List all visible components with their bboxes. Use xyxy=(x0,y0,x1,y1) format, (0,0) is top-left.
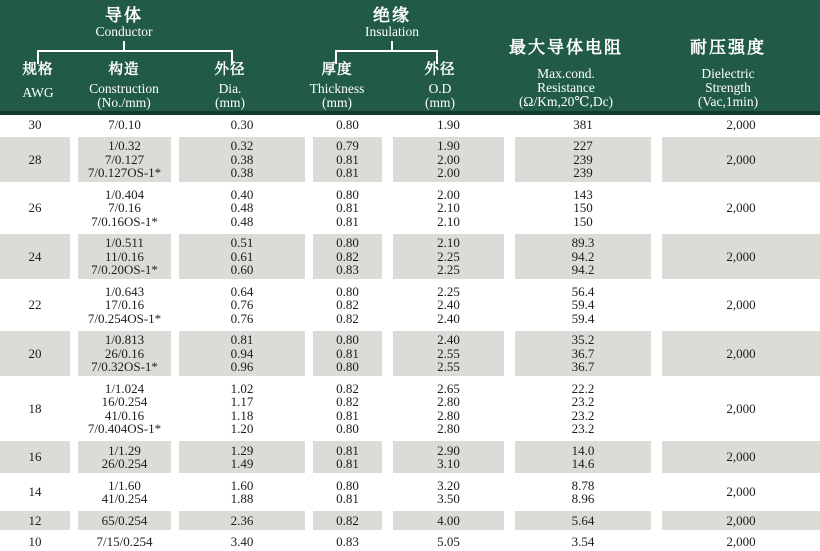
cell-od-value: 1.90 xyxy=(437,139,460,153)
cell-dia xyxy=(171,476,305,508)
cell-construction-value: 1/0.404 xyxy=(105,188,144,202)
cell-construction xyxy=(70,533,171,551)
cell-dia-value: 0.51 xyxy=(231,236,254,250)
cell-dia-value: 0.94 xyxy=(231,347,254,361)
table-row-awg-12 xyxy=(0,508,820,533)
cell-thickness-value: 0.82 xyxy=(336,298,359,312)
cell-thickness-value: 0.81 xyxy=(336,492,359,506)
cell-dielectric xyxy=(651,328,820,380)
cell-thickness xyxy=(305,438,382,476)
cell-dia-value: 0.64 xyxy=(231,285,254,299)
cell-resistance-value: 59.4 xyxy=(572,312,595,326)
cell-od-value: 2.10 xyxy=(437,236,460,250)
cell-resistance-value: 59.4 xyxy=(572,298,595,312)
cell-od-value: 2.65 xyxy=(437,382,460,396)
cell-od-value: 2.90 xyxy=(437,444,460,458)
cell-dia-value: 3.40 xyxy=(231,535,254,549)
group-conductor-en: Conductor xyxy=(96,25,153,39)
cell-construction-value: 7/0.16 xyxy=(108,201,141,215)
cell-od xyxy=(382,185,504,231)
cell-thickness-value: 0.81 xyxy=(336,444,359,458)
insulation-bracket-line xyxy=(335,50,438,52)
cell-thickness xyxy=(305,231,382,283)
cell-construction-value: 26/0.254 xyxy=(102,457,148,471)
cell-od-value: 2.55 xyxy=(437,360,460,374)
cell-thickness-value: 0.82 xyxy=(336,312,359,326)
cell-construction xyxy=(70,282,171,328)
cell-dielectric xyxy=(651,476,820,508)
colheader-dia-unit: (mm) xyxy=(215,96,246,110)
cell-awg-value: 14 xyxy=(29,485,42,499)
cell-construction-value: 7/0.127OS-1* xyxy=(88,166,161,180)
cell-construction xyxy=(70,185,171,231)
cell-dielectric-value: 2,000 xyxy=(726,535,755,549)
cell-od xyxy=(382,438,504,476)
group-conductor xyxy=(96,6,153,39)
cell-resistance-value: 35.2 xyxy=(572,333,595,347)
colheader-thickness-en: Thickness xyxy=(310,82,365,96)
cell-dia-value: 0.60 xyxy=(231,263,254,277)
cell-od xyxy=(382,476,504,508)
cell-resistance-value: 36.7 xyxy=(572,347,595,361)
cell-construction-value: 7/0.127 xyxy=(105,153,144,167)
cell-resistance-value: 56.4 xyxy=(572,285,595,299)
cell-od xyxy=(382,282,504,328)
cell-construction-value: 41/0.16 xyxy=(105,409,144,423)
cell-thickness-value: 0.80 xyxy=(336,285,359,299)
cell-resistance-value: 89.3 xyxy=(572,236,595,250)
cell-awg xyxy=(0,508,70,533)
cell-resistance-value: 3.54 xyxy=(572,535,595,549)
colheader-resistance-en1: Max.cond. xyxy=(509,67,623,81)
cell-od-value: 2.25 xyxy=(437,285,460,299)
cell-dielectric-value: 2,000 xyxy=(726,485,755,499)
cell-resistance-value: 23.2 xyxy=(572,422,595,436)
cell-od xyxy=(382,134,504,186)
colheader-dielectric xyxy=(690,38,766,109)
cell-od-value: 3.50 xyxy=(437,492,460,506)
cell-construction-value: 1/0.32 xyxy=(108,139,141,153)
cell-construction-value: 26/0.16 xyxy=(105,347,144,361)
cell-resistance-value: 143 xyxy=(573,188,593,202)
cell-od-value: 5.05 xyxy=(437,535,460,549)
cell-od-value: 2.10 xyxy=(437,201,460,215)
colheader-dielectric-en1: Dielectric xyxy=(690,67,766,81)
cell-resistance xyxy=(504,185,651,231)
table-row-awg-14 xyxy=(0,476,820,508)
cell-od xyxy=(382,115,504,134)
cell-dielectric xyxy=(651,438,820,476)
cell-resistance xyxy=(504,282,651,328)
cell-dia-value: 1.02 xyxy=(231,382,254,396)
cell-dielectric xyxy=(651,134,820,186)
cell-dia-value: 1.60 xyxy=(231,479,254,493)
cell-thickness xyxy=(305,379,382,438)
cell-dia-value: 0.48 xyxy=(231,201,254,215)
colheader-dia xyxy=(215,62,246,110)
table-row-awg-28 xyxy=(0,134,820,186)
cell-thickness xyxy=(305,185,382,231)
cell-dielectric-value: 2,000 xyxy=(726,298,755,312)
cell-thickness-value: 0.80 xyxy=(336,479,359,493)
cell-awg-value: 10 xyxy=(29,535,42,549)
cell-dia-value: 0.40 xyxy=(231,188,254,202)
cell-thickness-value: 0.81 xyxy=(336,166,359,180)
cell-awg-value: 20 xyxy=(29,347,42,361)
cell-dia-value: 0.32 xyxy=(231,139,254,153)
cell-od-value: 2.00 xyxy=(437,188,460,202)
cell-awg xyxy=(0,282,70,328)
table-row-awg-18 xyxy=(0,379,820,438)
cell-dielectric xyxy=(651,379,820,438)
group-insulation-en: Insulation xyxy=(365,25,419,39)
cell-od-value: 3.20 xyxy=(437,479,460,493)
cell-dia-value: 1.17 xyxy=(231,395,254,409)
cell-dielectric xyxy=(651,508,820,533)
colheader-construction xyxy=(89,62,159,110)
cell-awg-value: 18 xyxy=(29,402,42,416)
cell-resistance-value: 239 xyxy=(573,166,593,180)
cell-thickness-value: 0.80 xyxy=(336,236,359,250)
cell-dia xyxy=(171,379,305,438)
cell-resistance xyxy=(504,134,651,186)
cell-od-value: 1.90 xyxy=(437,118,460,132)
cell-construction-value: 11/0.16 xyxy=(105,250,144,264)
cell-dia xyxy=(171,328,305,380)
colheader-dielectric-zh: 耐压强度 xyxy=(690,38,766,57)
colheader-thickness-unit: (mm) xyxy=(310,96,365,110)
colheader-construction-en: Construction xyxy=(89,82,159,96)
cell-dielectric xyxy=(651,231,820,283)
cell-construction-value: 1/1.29 xyxy=(108,444,141,458)
cell-dia xyxy=(171,134,305,186)
colheader-construction-zh: 构造 xyxy=(89,62,159,79)
cell-awg xyxy=(0,533,70,551)
cell-resistance-value: 23.2 xyxy=(572,395,595,409)
cell-thickness-value: 0.81 xyxy=(336,215,359,229)
cell-dielectric-value: 2,000 xyxy=(726,118,755,132)
cell-dia-value: 0.38 xyxy=(231,153,254,167)
cell-awg xyxy=(0,328,70,380)
cell-awg xyxy=(0,115,70,134)
cell-construction xyxy=(70,438,171,476)
colheader-awg xyxy=(22,62,53,100)
cell-construction-value: 16/0.254 xyxy=(102,395,148,409)
cell-resistance-value: 23.2 xyxy=(572,409,595,423)
cell-resistance xyxy=(504,328,651,380)
cell-thickness-value: 0.80 xyxy=(336,188,359,202)
cell-resistance-value: 94.2 xyxy=(572,263,595,277)
cell-dia-value: 0.61 xyxy=(231,250,254,264)
cell-dia-value: 2.36 xyxy=(231,514,254,528)
cell-dia-value: 0.38 xyxy=(231,166,254,180)
cell-construction xyxy=(70,328,171,380)
cell-od xyxy=(382,231,504,283)
cell-dia xyxy=(171,115,305,134)
cell-resistance-value: 94.2 xyxy=(572,250,595,264)
cell-thickness-value: 0.80 xyxy=(336,360,359,374)
cell-construction-value: 17/0.16 xyxy=(105,298,144,312)
cell-dielectric xyxy=(651,282,820,328)
cell-dielectric-value: 2,000 xyxy=(726,450,755,464)
cell-dielectric xyxy=(651,533,820,551)
cell-dia-value: 0.81 xyxy=(231,333,254,347)
cell-awg-value: 16 xyxy=(29,450,42,464)
cell-thickness-value: 0.83 xyxy=(336,263,359,277)
cell-construction-value: 1/0.511 xyxy=(105,236,144,250)
cell-dia-value: 0.30 xyxy=(231,118,254,132)
cell-construction-value: 1/0.643 xyxy=(105,285,144,299)
cell-construction-value: 7/0.10 xyxy=(108,118,141,132)
cell-od xyxy=(382,508,504,533)
cell-od-value: 2.40 xyxy=(437,312,460,326)
cell-dia-value: 1.20 xyxy=(231,422,254,436)
cell-thickness xyxy=(305,533,382,551)
cell-dia-value: 1.49 xyxy=(231,457,254,471)
cell-dia-value: 1.88 xyxy=(231,492,254,506)
cell-awg-value: 28 xyxy=(29,153,42,167)
cell-dielectric-value: 2,000 xyxy=(726,250,755,264)
cell-thickness-value: 0.82 xyxy=(336,395,359,409)
cell-construction-value: 7/15/0.254 xyxy=(97,535,153,549)
cell-construction-value: 7/0.32OS-1* xyxy=(91,360,158,374)
cell-thickness xyxy=(305,476,382,508)
colheader-resistance-en2: Resistance xyxy=(509,81,623,95)
cell-resistance-value: 8.96 xyxy=(572,492,595,506)
cell-construction-value: 7/0.16OS-1* xyxy=(91,215,158,229)
cell-resistance-value: 8.78 xyxy=(572,479,595,493)
colheader-dielectric-unit: (Vac,1min) xyxy=(690,95,766,109)
cell-awg xyxy=(0,185,70,231)
cell-dielectric-value: 2,000 xyxy=(726,402,755,416)
cell-dia-value: 0.48 xyxy=(231,215,254,229)
cell-od-value: 2.55 xyxy=(437,347,460,361)
cell-thickness-value: 0.83 xyxy=(336,535,359,549)
cell-dielectric-value: 2,000 xyxy=(726,201,755,215)
cell-resistance xyxy=(504,533,651,551)
cell-od-value: 2.10 xyxy=(437,215,460,229)
cell-resistance-value: 14.6 xyxy=(572,457,595,471)
cell-dielectric xyxy=(651,185,820,231)
cell-od-value: 2.80 xyxy=(437,422,460,436)
cell-thickness xyxy=(305,134,382,186)
cell-construction-value: 7/0.20OS-1* xyxy=(91,263,158,277)
cell-awg-value: 24 xyxy=(29,250,42,264)
cell-awg xyxy=(0,134,70,186)
cell-thickness-value: 0.80 xyxy=(336,422,359,436)
cell-dia xyxy=(171,185,305,231)
cell-construction xyxy=(70,379,171,438)
cell-awg xyxy=(0,476,70,508)
cell-od-value: 2.25 xyxy=(437,263,460,277)
cell-thickness-value: 0.79 xyxy=(336,139,359,153)
cell-resistance xyxy=(504,508,651,533)
cell-od xyxy=(382,328,504,380)
cell-dia-value: 0.76 xyxy=(231,312,254,326)
cell-thickness xyxy=(305,115,382,134)
cell-od xyxy=(382,533,504,551)
cell-od-value: 2.25 xyxy=(437,250,460,264)
cell-awg-value: 26 xyxy=(29,201,42,215)
cell-dia-value: 1.29 xyxy=(231,444,254,458)
cell-construction-value: 7/0.254OS-1* xyxy=(88,312,161,326)
cell-od-value: 2.00 xyxy=(437,153,460,167)
cell-dia xyxy=(171,231,305,283)
colheader-dielectric-en2: Strength xyxy=(690,81,766,95)
colheader-construction-unit: (No./mm) xyxy=(89,96,159,110)
colheader-dia-zh: 外径 xyxy=(215,62,246,79)
table-row-awg-20 xyxy=(0,328,820,380)
colheader-od-zh: 外径 xyxy=(425,62,456,79)
cell-resistance xyxy=(504,231,651,283)
group-conductor-zh: 导体 xyxy=(96,6,153,25)
colheader-od-unit: (mm) xyxy=(425,96,456,110)
cell-thickness-value: 0.82 xyxy=(336,514,359,528)
table-row-awg-10 xyxy=(0,533,820,551)
table-row-awg-26 xyxy=(0,185,820,231)
cell-resistance-value: 14.0 xyxy=(572,444,595,458)
cell-od-value: 3.10 xyxy=(437,457,460,471)
cell-thickness-value: 0.81 xyxy=(336,457,359,471)
cell-od-value: 4.00 xyxy=(437,514,460,528)
colheader-awg-zh: 规格 xyxy=(22,62,53,79)
colheader-resistance xyxy=(509,38,623,109)
cell-construction-value: 41/0.254 xyxy=(102,492,148,506)
colheader-thickness xyxy=(310,62,365,110)
cell-od-value: 2.40 xyxy=(437,333,460,347)
cell-resistance xyxy=(504,115,651,134)
cell-dia xyxy=(171,282,305,328)
cell-od-value: 2.80 xyxy=(437,395,460,409)
cell-resistance xyxy=(504,476,651,508)
cell-resistance xyxy=(504,379,651,438)
cell-thickness xyxy=(305,328,382,380)
cell-dia-value: 1.18 xyxy=(231,409,254,423)
cell-construction xyxy=(70,476,171,508)
cell-dia xyxy=(171,508,305,533)
cell-resistance-value: 36.7 xyxy=(572,360,595,374)
cell-awg-value: 12 xyxy=(29,514,42,528)
cell-construction xyxy=(70,508,171,533)
colheader-dia-en: Dia. xyxy=(215,82,246,96)
cell-dia xyxy=(171,533,305,551)
cell-construction-value: 1/1.60 xyxy=(108,479,141,493)
cell-construction-value: 7/0.404OS-1* xyxy=(88,422,161,436)
cell-resistance-value: 227 xyxy=(573,139,593,153)
table-row-awg-16 xyxy=(0,438,820,476)
cell-thickness-value: 0.81 xyxy=(336,347,359,361)
cell-resistance-value: 150 xyxy=(573,215,593,229)
cell-thickness-value: 0.82 xyxy=(336,250,359,264)
cell-resistance-value: 381 xyxy=(573,118,593,132)
cell-construction xyxy=(70,134,171,186)
table-row-awg-30 xyxy=(0,115,820,134)
cell-thickness-value: 0.80 xyxy=(336,118,359,132)
cell-dia-value: 0.96 xyxy=(231,360,254,374)
cell-construction xyxy=(70,231,171,283)
cell-dielectric-value: 2,000 xyxy=(726,347,755,361)
cell-dielectric-value: 2,000 xyxy=(726,153,755,167)
cell-od-value: 2.80 xyxy=(437,409,460,423)
colheader-awg-en: AWG xyxy=(22,86,53,100)
table-header xyxy=(0,0,820,115)
cell-thickness-value: 0.81 xyxy=(336,201,359,215)
cell-resistance-value: 22.2 xyxy=(572,382,595,396)
cell-construction-value: 65/0.254 xyxy=(102,514,148,528)
cell-dielectric xyxy=(651,115,820,134)
cell-thickness xyxy=(305,508,382,533)
cell-dia xyxy=(171,438,305,476)
group-insulation-zh: 绝缘 xyxy=(365,6,419,25)
cell-awg-value: 30 xyxy=(29,118,42,132)
table-body xyxy=(0,115,820,551)
cell-dia-value: 0.76 xyxy=(231,298,254,312)
cell-od-value: 2.00 xyxy=(437,166,460,180)
cell-construction xyxy=(70,115,171,134)
colheader-thickness-zh: 厚度 xyxy=(310,62,365,79)
cell-thickness xyxy=(305,282,382,328)
table-row-awg-22 xyxy=(0,282,820,328)
cell-awg-value: 22 xyxy=(29,298,42,312)
cell-thickness-value: 0.81 xyxy=(336,153,359,167)
cell-od xyxy=(382,379,504,438)
table-row-awg-24 xyxy=(0,231,820,283)
cell-resistance-value: 5.64 xyxy=(572,514,595,528)
cell-construction-value: 1/1.024 xyxy=(105,382,144,396)
cell-dielectric-value: 2,000 xyxy=(726,514,755,528)
cell-awg xyxy=(0,438,70,476)
colheader-od-en: O.D xyxy=(425,82,456,96)
cell-od-value: 2.40 xyxy=(437,298,460,312)
colheader-od xyxy=(425,62,456,110)
cell-thickness-value: 0.80 xyxy=(336,333,359,347)
cell-construction-value: 1/0.813 xyxy=(105,333,144,347)
cell-resistance-value: 239 xyxy=(573,153,593,167)
cell-thickness-value: 0.82 xyxy=(336,382,359,396)
cell-awg xyxy=(0,379,70,438)
conductor-bracket-line xyxy=(37,50,233,52)
cell-thickness-value: 0.81 xyxy=(336,409,359,423)
group-insulation xyxy=(365,6,419,39)
cell-resistance xyxy=(504,438,651,476)
colheader-resistance-unit: (Ω/Km,20℃,Dc) xyxy=(509,95,623,109)
colheader-resistance-zh: 最大导体电阻 xyxy=(509,38,623,57)
cell-resistance-value: 150 xyxy=(573,201,593,215)
cell-awg xyxy=(0,231,70,283)
